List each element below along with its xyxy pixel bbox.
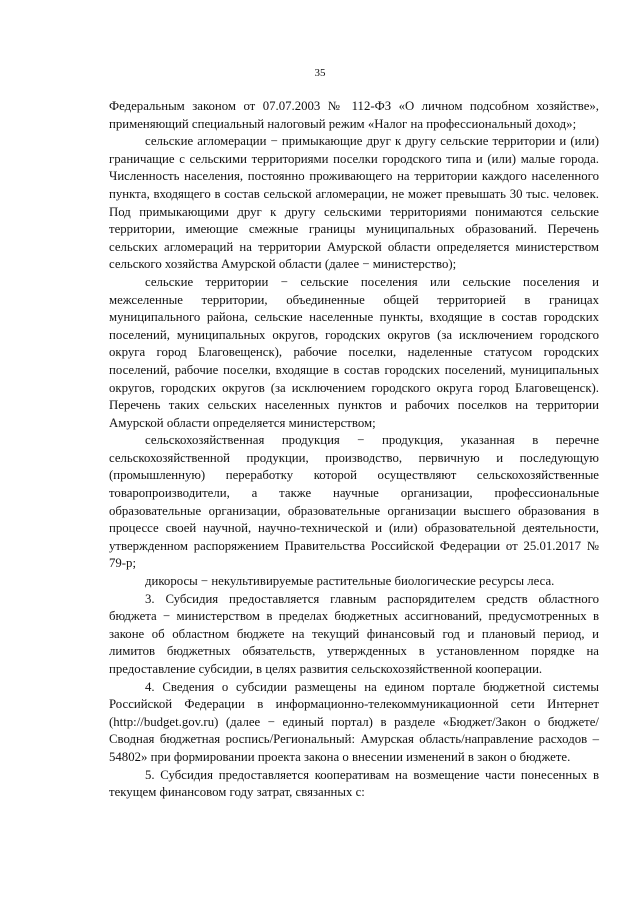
document-body xyxy=(109,98,599,802)
paragraph-rural-territories: сельские территории − сельские поселения или сельские поселения и межселенные территории, объединенные общей территорией в границах муниципального района, сельские населенные пункты, входящие в состав городских поселений, муниципальных округов, городских округов (за исключением городского округа город Благовещенск), рабочие поселки, наделенные статусом городских поселений, рабочие поселки, входящие в состав городских поселений, муниципальных округов, городских округов (за исключением городского округа город Благовещенск). Перечень таких сельских населенных пунктов и рабочих поселков на территории Амурской области определяется министерством; xyxy=(109,274,599,430)
paragraph-continuation-personal-farm-law: Федеральным законом от 07.07.2003 № 112-ФЗ «О личном подсобном хозяйстве», применяющий специальный налоговый режим «Налог на профессиональный доход»; xyxy=(109,99,599,131)
paragraph-rural-agglomerations: сельские агломерации − примыкающие друг к другу сельские территории и (или) граничащие с сельскими территориями поселки городского типа и (или) малые города. Численность населения, постоянно проживающего на территории каждого населенного пункта, входящего в состав сельской агломерации, не может превышать 30 тыс. человек. Под примыкающими друг к другу сельскими территориями понимаются сельские территории, имеющие смежные границы муниципальных образований. Перечень сельских агломераций на территории Амурской области определяется министерством сельского хозяйства Амурской области (далее − министерство); xyxy=(109,134,599,272)
paragraph-item-5-subsidy-recipients: 5. Субсидия предоставляется кооперативам на возмещение части понесенных в текущем финансовом году затрат, связанных с: xyxy=(109,767,599,800)
paragraph-agricultural-products: сельскохозяйственная продукция − продукция, указанная в перечне сельскохозяйственной продукции, производство, первичную и последующую (промышленную) переработку которой осуществляют сельскохозяйственные товаропроизводители, а также научные организации, профессиональные образовательные организации, образовательные организации высшего образования в процессе своей научной, научно-технической и (или) образовательной деятельности, утвержденном распоряжением Правительства Российской Федерации от 25.01.2017 № 79-р; xyxy=(109,433,599,571)
paragraph-item-3-subsidy-provider: 3. Субсидия предоставляется главным распорядителем средств областного бюджета − министерством в пределах бюджетных ассигнований, предусмотренных в законе об областном бюджете на текущий финансовый год и плановый период, и лимитов бюджетных обязательств, утвержденных в установленном порядке на предоставление субсидии, в целях развития сельскохозяйственной кооперации. xyxy=(109,591,599,676)
paragraph-wild-plants: дикоросы − некультивируемые растительные биологические ресурсы леса. xyxy=(145,574,555,589)
page-number: 35 xyxy=(314,67,326,79)
paragraph-item-4-subsidy-info-portal: 4. Сведения о субсидии размещены на едином портале бюджетной системы Российской Федерации в информационно-телекоммуникационной сети Интернет (http://budget.gov.ru) (далее − единый портал) в разделе «Бюджет/Закон о бюджете/Сводная бюджетная роспись/Региональный: Амурская область/направление расходов – 54802» при формировании проекта закона о внесении изменений в закон о бюджете. xyxy=(109,679,599,764)
